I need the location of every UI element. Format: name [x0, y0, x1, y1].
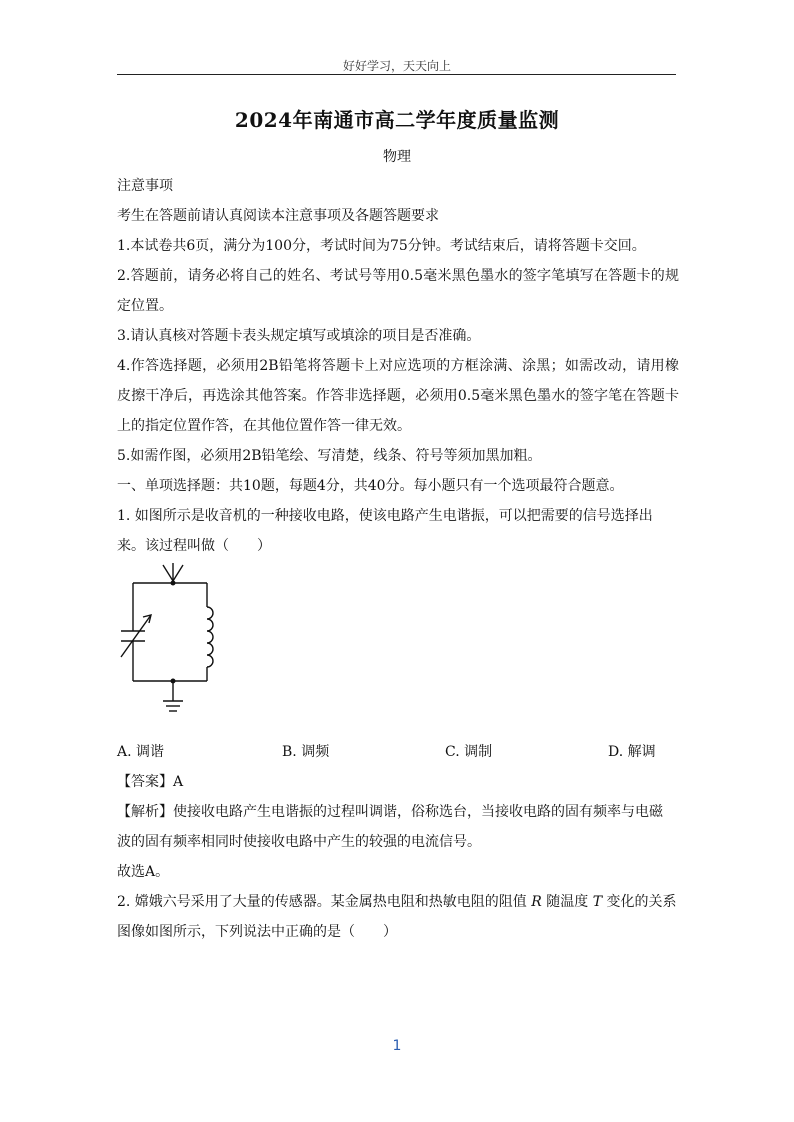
header-rule [117, 74, 676, 75]
question-1-stem-line-2: 来。该过程叫做（ ） [117, 538, 271, 554]
page-number: 1 [392, 1038, 402, 1054]
notice-item-4: 4.作答选择题，必须用2B铅笔将答题卡上对应选项的方框涂满、涂黑；如需改动，请用橡皮擦干净后，再选涂其他答案。作答非选择题，必须用0.5毫米黑色墨水的签字笔在答题卡上的指定位置作答，在其他位置作答一律无效。 [117, 358, 679, 434]
notice-item-3: 3.请认真核对答题卡表头规定填写或填涂的项目是否准确。 [117, 328, 481, 344]
option-d: D. 解调 [608, 744, 656, 760]
notice-intro: 考生在答题前请认真阅读本注意事项及各题答题要求 [117, 208, 439, 224]
q2-var-t: T [592, 894, 603, 910]
question-1-conclusion: 故选A。 [117, 864, 170, 880]
q2-text-3: 变化的关系 [606, 894, 677, 910]
question-1-answer [117, 767, 679, 797]
document-body [117, 171, 679, 947]
page-title: 2024年南通市高二学年度质量监测 [234, 108, 560, 132]
option-c: C. 调制 [445, 744, 493, 760]
notice-item-1: 1.本试卷共6页，满分为100分，考试时间为75分钟。考试结束后，请将答题卡交回。 [117, 238, 646, 254]
page-header-text: 好好学习，天天向上 [342, 59, 451, 73]
receiver-circuit-diagram [117, 563, 237, 733]
option-a: A. 调谐 [117, 744, 165, 760]
question-2-stem-line-1 [117, 887, 679, 917]
answer-label: 【答案】 [117, 774, 173, 790]
inductor-coil-icon [207, 607, 213, 667]
question-1-options [117, 737, 679, 767]
question-1-analysis-line-2: 波的固有频率相同时使接收电路中产生的较强的电流信号。 [117, 834, 481, 850]
question-1-analysis-line-1 [117, 797, 679, 827]
question-1-stem-line-1: 1. 如图所示是收音机的一种接收电路，使该电路产生电谐振，可以把需要的信号选择出 [117, 508, 653, 524]
answer-value: A [173, 774, 184, 790]
notice-item-2: 2.答题前，请务必将自己的姓名、考试号等用0.5毫米黑色墨水的签字笔填写在答题卡的规定位置。 [117, 268, 679, 314]
q2-var-r: R [531, 894, 542, 910]
q2-text-2: 随温度 [546, 894, 589, 910]
section-heading: 一、单项选择题：共10题，每题4分，共40分。每小题只有一个选项最符合题意。 [117, 478, 624, 494]
question-2-stem-line-2: 图像如图所示，下列说法中正确的是（ ） [117, 924, 397, 940]
q2-text-1: 2. 嫦娥六号采用了大量的传感器。某金属热电阻和热敏电阻的阻值 [117, 894, 527, 910]
analysis-label: 【解析】 [117, 804, 173, 820]
notice-heading: 注意事项 [117, 178, 173, 194]
analysis-text-1: 使接收电路产生电谐振的过程叫调谐，俗称选台，当接收电路的固有频率与电磁 [173, 804, 663, 820]
notice-item-5: 5.如需作图，必须用2B铅笔绘、写清楚，线条、符号等须加黑加粗。 [117, 448, 542, 464]
subject-label: 物理 [383, 149, 411, 165]
option-b: B. 调频 [282, 744, 330, 760]
